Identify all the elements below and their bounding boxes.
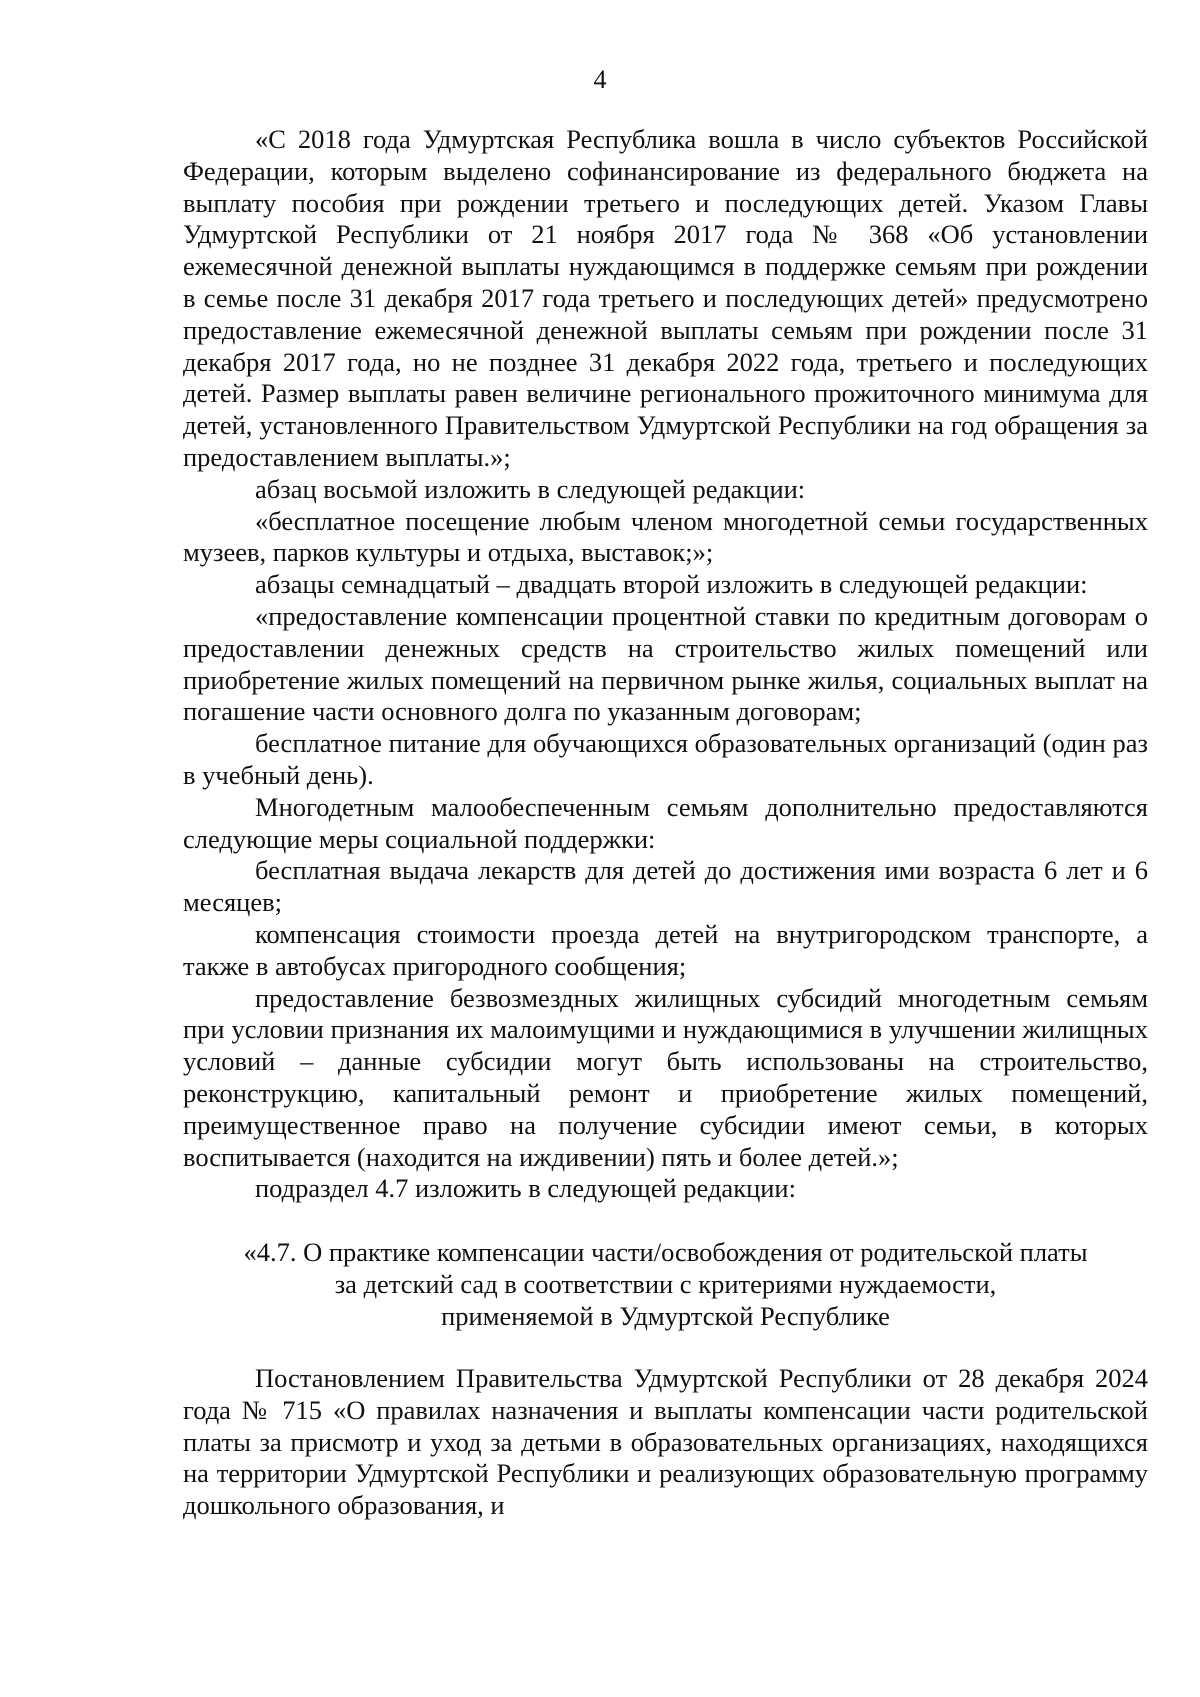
document-body	[183, 124, 1148, 1522]
paragraph-amendment-subsection: подраздел 4.7 изложить в следующей редакции:	[255, 1173, 796, 1204]
section-heading	[183, 1236, 1148, 1332]
page-number: 4	[593, 65, 607, 94]
section-heading-line: применяемой в Удмуртской Республике	[441, 1301, 890, 1332]
paragraph-free-medicines: бесплатная выдача лекарств для детей до достижения ими возраста 6 лет и 6 месяцев;	[183, 855, 1148, 918]
paragraph-free-meals: бесплатное питание для обучающихся образовательных организаций (один раз в учебный день).	[183, 728, 1148, 790]
section-heading-line: «4.7. О практике компенсации части/освобождения от родительской платы	[243, 1237, 1088, 1268]
paragraph-free-museums: «бесплатное посещение любым членом многодетной семьи государственных музеев, парков культуры и отдыха, выставок;»;	[183, 505, 1148, 568]
paragraph-transport-compensation: компенсация стоимости проезда детей на внутригородском транспорте, а также в автобусах пригородного сообщения;	[183, 918, 1148, 981]
paragraph-housing-subsidies: предоставление безвозмездных жилищных субсидий многодетным семьям при условии признания их малоимущими и нуждающимися в улучшении жилищных условий – данные субсидии могут быть использованы на строительство, реконструкцию, капитальный ремонт и приобретение жилых помещений, преимущественное право на получение субсидии имеют семьи, в которых воспитывается (находится на иждивении) пять и более детей.»;	[183, 982, 1148, 1172]
paragraph-resolution-715: Постановлением Правительства Удмуртской Республики от 28 декабря 2024 года № 715 «О правилах назначения и выплаты компенсации части родительской платы за присмотр и уход за детьми в образовательных организациях, находящихся на территории Удмуртской Республики и реализующих образовательную программу дошкольного образования, и	[183, 1363, 1148, 1521]
paragraph-amendment-eighth: абзац восьмой изложить в следующей редакции:	[255, 473, 806, 504]
paragraph-low-income-families: Многодетным малообеспеченным семьям дополнительно предоставляются следующие меры социальной поддержки:	[183, 791, 1148, 854]
section-heading-line: за детский сад в соответствии с критериями нуждаемости,	[334, 1269, 997, 1300]
paragraph-interest-compensation: «предоставление компенсации процентной ставки по кредитным договорам о предоставлении денежных средств на строительство жилых помещений или приобретение жилых помещений на первичном рынке жилья, социальных выплат на погашение части основного долга по указанным договорам;	[183, 600, 1148, 727]
paragraph-2018-cofinancing: «С 2018 года Удмуртская Республика вошла в число субъектов Российской Федерации, которым выделено софинансирование из федерального бюджета на выплату пособия при рождении третьего и последующих детей. Указом Главы Удмуртской Республики от 21 ноября 2017 года № 368 «Об установлении ежемесячной денежной выплаты нуждающимся в поддержке семьям при рождении в семье после 31 декабря 2017 года третьего и последующих детей» предусмотрено предоставление ежемесячной денежной выплаты семьям при рождении после 31 декабря 2017 года, но не позднее 31 декабря 2022 года, третьего и последующих детей. Размер выплаты равен величине регионального прожиточного минимума для детей, установленного Правительством Удмуртской Республики на год обращения за предоставлением выплаты.»;	[183, 124, 1148, 472]
paragraph-amendment-seventeenth: абзацы семнадцатый – двадцать второй изложить в следующей редакции:	[255, 569, 1088, 600]
